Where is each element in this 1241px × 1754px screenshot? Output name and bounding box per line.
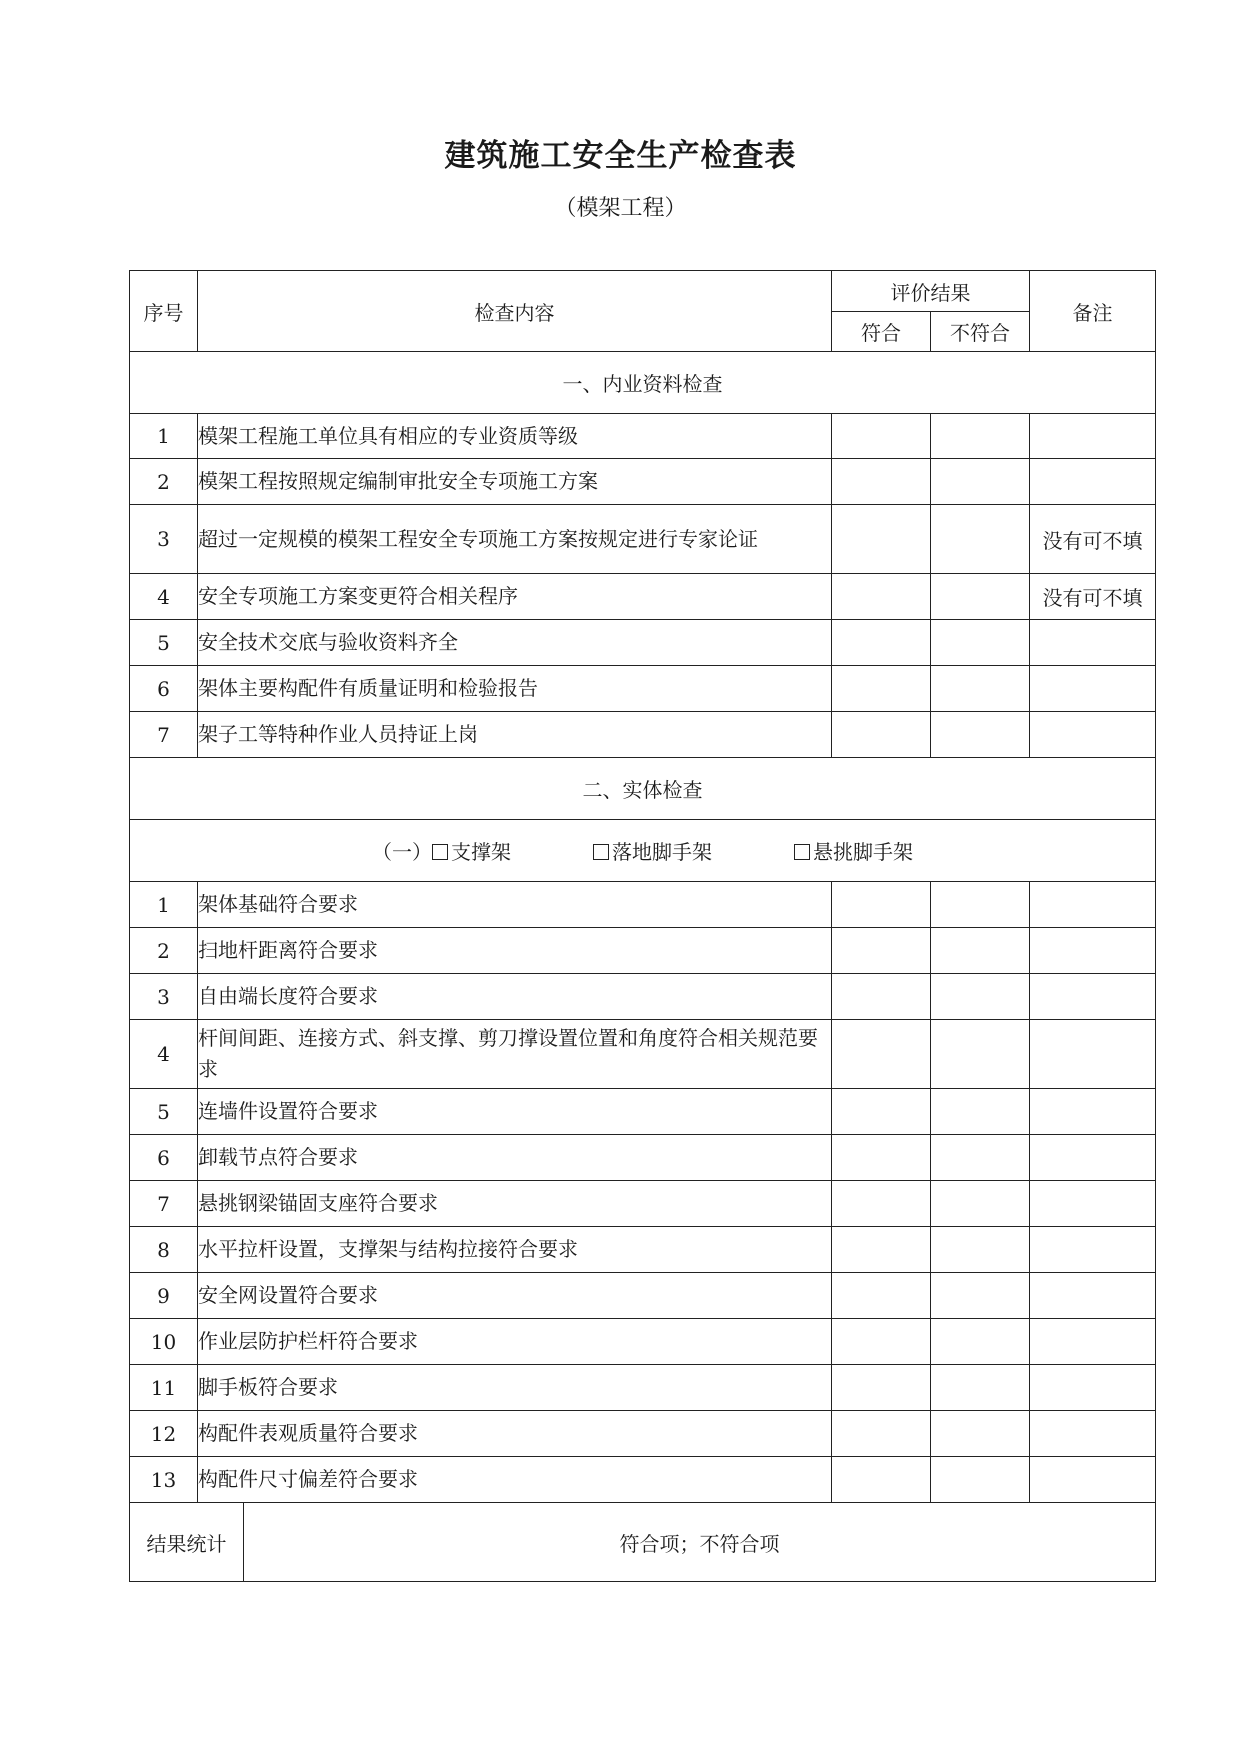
- remark-cell[interactable]: [1030, 1227, 1156, 1273]
- item-number: 3: [130, 505, 198, 574]
- document-subtitle: （模架工程）: [554, 196, 687, 221]
- fail-cell[interactable]: [931, 712, 1030, 758]
- fail-cell[interactable]: [931, 1020, 1030, 1089]
- item-number: 7: [130, 712, 198, 758]
- remark-cell[interactable]: [1030, 666, 1156, 712]
- option-label: 落地脚手架: [612, 840, 712, 864]
- item-number: 11: [130, 1365, 198, 1411]
- item-content: 模架工程按照规定编制审批安全专项施工方案: [198, 459, 832, 505]
- result-text: 符合项；不符合项: [244, 1503, 1156, 1582]
- item-number: 1: [130, 882, 198, 928]
- table-row: [130, 1319, 1156, 1365]
- pass-cell[interactable]: [832, 574, 931, 620]
- item-number: 3: [130, 974, 198, 1020]
- item-content: 连墙件设置符合要求: [198, 1089, 832, 1135]
- pass-cell[interactable]: [832, 459, 931, 505]
- fail-cell[interactable]: [931, 882, 1030, 928]
- item-number: 2: [130, 928, 198, 974]
- item-content: 构配件表观质量符合要求: [198, 1411, 832, 1457]
- subsection-row: [130, 820, 1156, 882]
- remark-cell[interactable]: [1030, 620, 1156, 666]
- pass-cell[interactable]: [832, 974, 931, 1020]
- pass-cell[interactable]: [832, 712, 931, 758]
- fail-cell[interactable]: [931, 1457, 1030, 1503]
- pass-cell[interactable]: [832, 882, 931, 928]
- table-row: [130, 414, 1156, 459]
- table-row: [130, 505, 1156, 574]
- fail-cell[interactable]: [931, 574, 1030, 620]
- document-title: 建筑施工安全生产检查表: [444, 138, 797, 174]
- item-content: 安全技术交底与验收资料齐全: [198, 620, 832, 666]
- item-content: 模架工程施工单位具有相应的专业资质等级: [198, 414, 832, 459]
- item-content: 构配件尺寸偏差符合要求: [198, 1457, 832, 1503]
- table-row: [130, 459, 1156, 505]
- remark-cell[interactable]: [1030, 1089, 1156, 1135]
- fail-cell[interactable]: [931, 928, 1030, 974]
- fail-cell[interactable]: [931, 1411, 1030, 1457]
- pass-cell[interactable]: [832, 1411, 931, 1457]
- table-row: [130, 1020, 1156, 1089]
- section1-title-row: [130, 352, 1156, 414]
- section2-title-row: [130, 758, 1156, 820]
- item-number: 7: [130, 1181, 198, 1227]
- pass-cell[interactable]: [832, 414, 931, 459]
- table-row: [130, 1135, 1156, 1181]
- item-number: 10: [130, 1319, 198, 1365]
- table-row: [130, 666, 1156, 712]
- remark-cell[interactable]: [1030, 1411, 1156, 1457]
- pass-cell[interactable]: [832, 1181, 931, 1227]
- item-content: 水平拉杆设置，支撑架与结构拉接符合要求: [198, 1227, 832, 1273]
- table-row: [130, 882, 1156, 928]
- pass-cell[interactable]: [832, 1089, 931, 1135]
- fail-cell[interactable]: [931, 505, 1030, 574]
- fail-cell[interactable]: [931, 1365, 1030, 1411]
- item-content: 杆间间距、连接方式、斜支撑、剪刀撑设置位置和角度符合相关规范要求: [198, 1020, 832, 1089]
- item-content: 架体主要构配件有质量证明和检验报告: [198, 666, 832, 712]
- table-row: [130, 928, 1156, 974]
- table-row: [130, 1181, 1156, 1227]
- item-number: 6: [130, 1135, 198, 1181]
- pass-cell[interactable]: [832, 505, 931, 574]
- item-content: 自由端长度符合要求: [198, 974, 832, 1020]
- remark-cell[interactable]: [1030, 928, 1156, 974]
- option-label: 支撑架: [451, 840, 511, 864]
- item-number: 8: [130, 1227, 198, 1273]
- pass-cell[interactable]: [832, 928, 931, 974]
- table-row: [130, 1089, 1156, 1135]
- pass-cell[interactable]: [832, 1273, 931, 1319]
- table-row: [130, 1457, 1156, 1503]
- fail-cell[interactable]: [931, 1135, 1030, 1181]
- subsection-prefix: （一）: [372, 840, 432, 864]
- pass-cell[interactable]: [832, 666, 931, 712]
- table-row: [130, 620, 1156, 666]
- remark-cell[interactable]: [1030, 882, 1156, 928]
- remark-cell[interactable]: [1030, 459, 1156, 505]
- item-content: 悬挑钢梁锚固支座符合要求: [198, 1181, 832, 1227]
- checkbox-icon[interactable]: [593, 844, 609, 860]
- section2-title: 二、实体检查: [130, 758, 1156, 820]
- pass-cell[interactable]: [832, 1365, 931, 1411]
- item-number: 5: [130, 620, 198, 666]
- item-number: 2: [130, 459, 198, 505]
- checkbox-icon[interactable]: [794, 844, 810, 860]
- remark-cell[interactable]: [1030, 1319, 1156, 1365]
- item-number: 12: [130, 1411, 198, 1457]
- section1-title: 一、内业资料检查: [130, 352, 1156, 414]
- item-content: 架体基础符合要求: [198, 882, 832, 928]
- inspection-table: [129, 270, 1156, 1582]
- fail-cell[interactable]: [931, 1319, 1030, 1365]
- remark-cell[interactable]: [1030, 1135, 1156, 1181]
- header-evaluation: 评价结果: [832, 271, 1030, 312]
- item-number: 9: [130, 1273, 198, 1319]
- header-no: 序号: [130, 271, 198, 352]
- fail-cell[interactable]: [931, 414, 1030, 459]
- item-number: 4: [130, 1020, 198, 1089]
- fail-cell[interactable]: [931, 459, 1030, 505]
- fail-cell[interactable]: [931, 974, 1030, 1020]
- pass-cell[interactable]: [832, 1319, 931, 1365]
- remark-cell[interactable]: [1030, 712, 1156, 758]
- pass-cell[interactable]: [832, 1020, 931, 1089]
- remark-cell[interactable]: [1030, 1365, 1156, 1411]
- item-content: 作业层防护栏杆符合要求: [198, 1319, 832, 1365]
- result-label: 结果统计: [130, 1503, 244, 1582]
- item-content: 超过一定规模的模架工程安全专项施工方案按规定进行专家论证: [198, 505, 832, 574]
- remark-cell[interactable]: [1030, 414, 1156, 459]
- remark-cell[interactable]: [1030, 1273, 1156, 1319]
- pass-cell[interactable]: [832, 620, 931, 666]
- pass-cell[interactable]: [832, 1135, 931, 1181]
- fail-cell[interactable]: [931, 1181, 1030, 1227]
- item-content: 安全网设置符合要求: [198, 1273, 832, 1319]
- table-row: [130, 1273, 1156, 1319]
- result-row: [130, 1503, 1156, 1582]
- item-content: 安全专项施工方案变更符合相关程序: [198, 574, 832, 620]
- checkbox-icon[interactable]: [432, 844, 448, 860]
- header-row: [130, 271, 1156, 312]
- table-row: [130, 1365, 1156, 1411]
- remark-cell[interactable]: [1030, 1181, 1156, 1227]
- remark-cell[interactable]: [1030, 1457, 1156, 1503]
- item-content: 扫地杆距离符合要求: [198, 928, 832, 974]
- table-row: [130, 1411, 1156, 1457]
- remark-cell[interactable]: 没有可不填: [1030, 574, 1156, 620]
- table-row: [130, 574, 1156, 620]
- header-fail: 不符合: [931, 312, 1030, 352]
- fail-cell[interactable]: [931, 1227, 1030, 1273]
- item-number: 6: [130, 666, 198, 712]
- subsection-options: [130, 820, 1156, 882]
- option-label: 悬挑脚手架: [813, 840, 913, 864]
- remark-cell[interactable]: [1030, 1020, 1156, 1089]
- remark-cell[interactable]: 没有可不填: [1030, 505, 1156, 574]
- table-row: [130, 1227, 1156, 1273]
- table-row: [130, 974, 1156, 1020]
- header-content: 检查内容: [198, 271, 832, 352]
- pass-cell[interactable]: [832, 1457, 931, 1503]
- fail-cell[interactable]: [931, 666, 1030, 712]
- pass-cell[interactable]: [832, 1227, 931, 1273]
- item-content: 卸载节点符合要求: [198, 1135, 832, 1181]
- header-pass: 符合: [832, 312, 931, 352]
- item-number: 1: [130, 414, 198, 459]
- item-number: 13: [130, 1457, 198, 1503]
- item-number: 5: [130, 1089, 198, 1135]
- header-remark: 备注: [1030, 271, 1156, 352]
- item-content: 架子工等特种作业人员持证上岗: [198, 712, 832, 758]
- table-row: [130, 712, 1156, 758]
- fail-cell[interactable]: [931, 1273, 1030, 1319]
- fail-cell[interactable]: [931, 1089, 1030, 1135]
- item-number: 4: [130, 574, 198, 620]
- fail-cell[interactable]: [931, 620, 1030, 666]
- remark-cell[interactable]: [1030, 974, 1156, 1020]
- item-content: 脚手板符合要求: [198, 1365, 832, 1411]
